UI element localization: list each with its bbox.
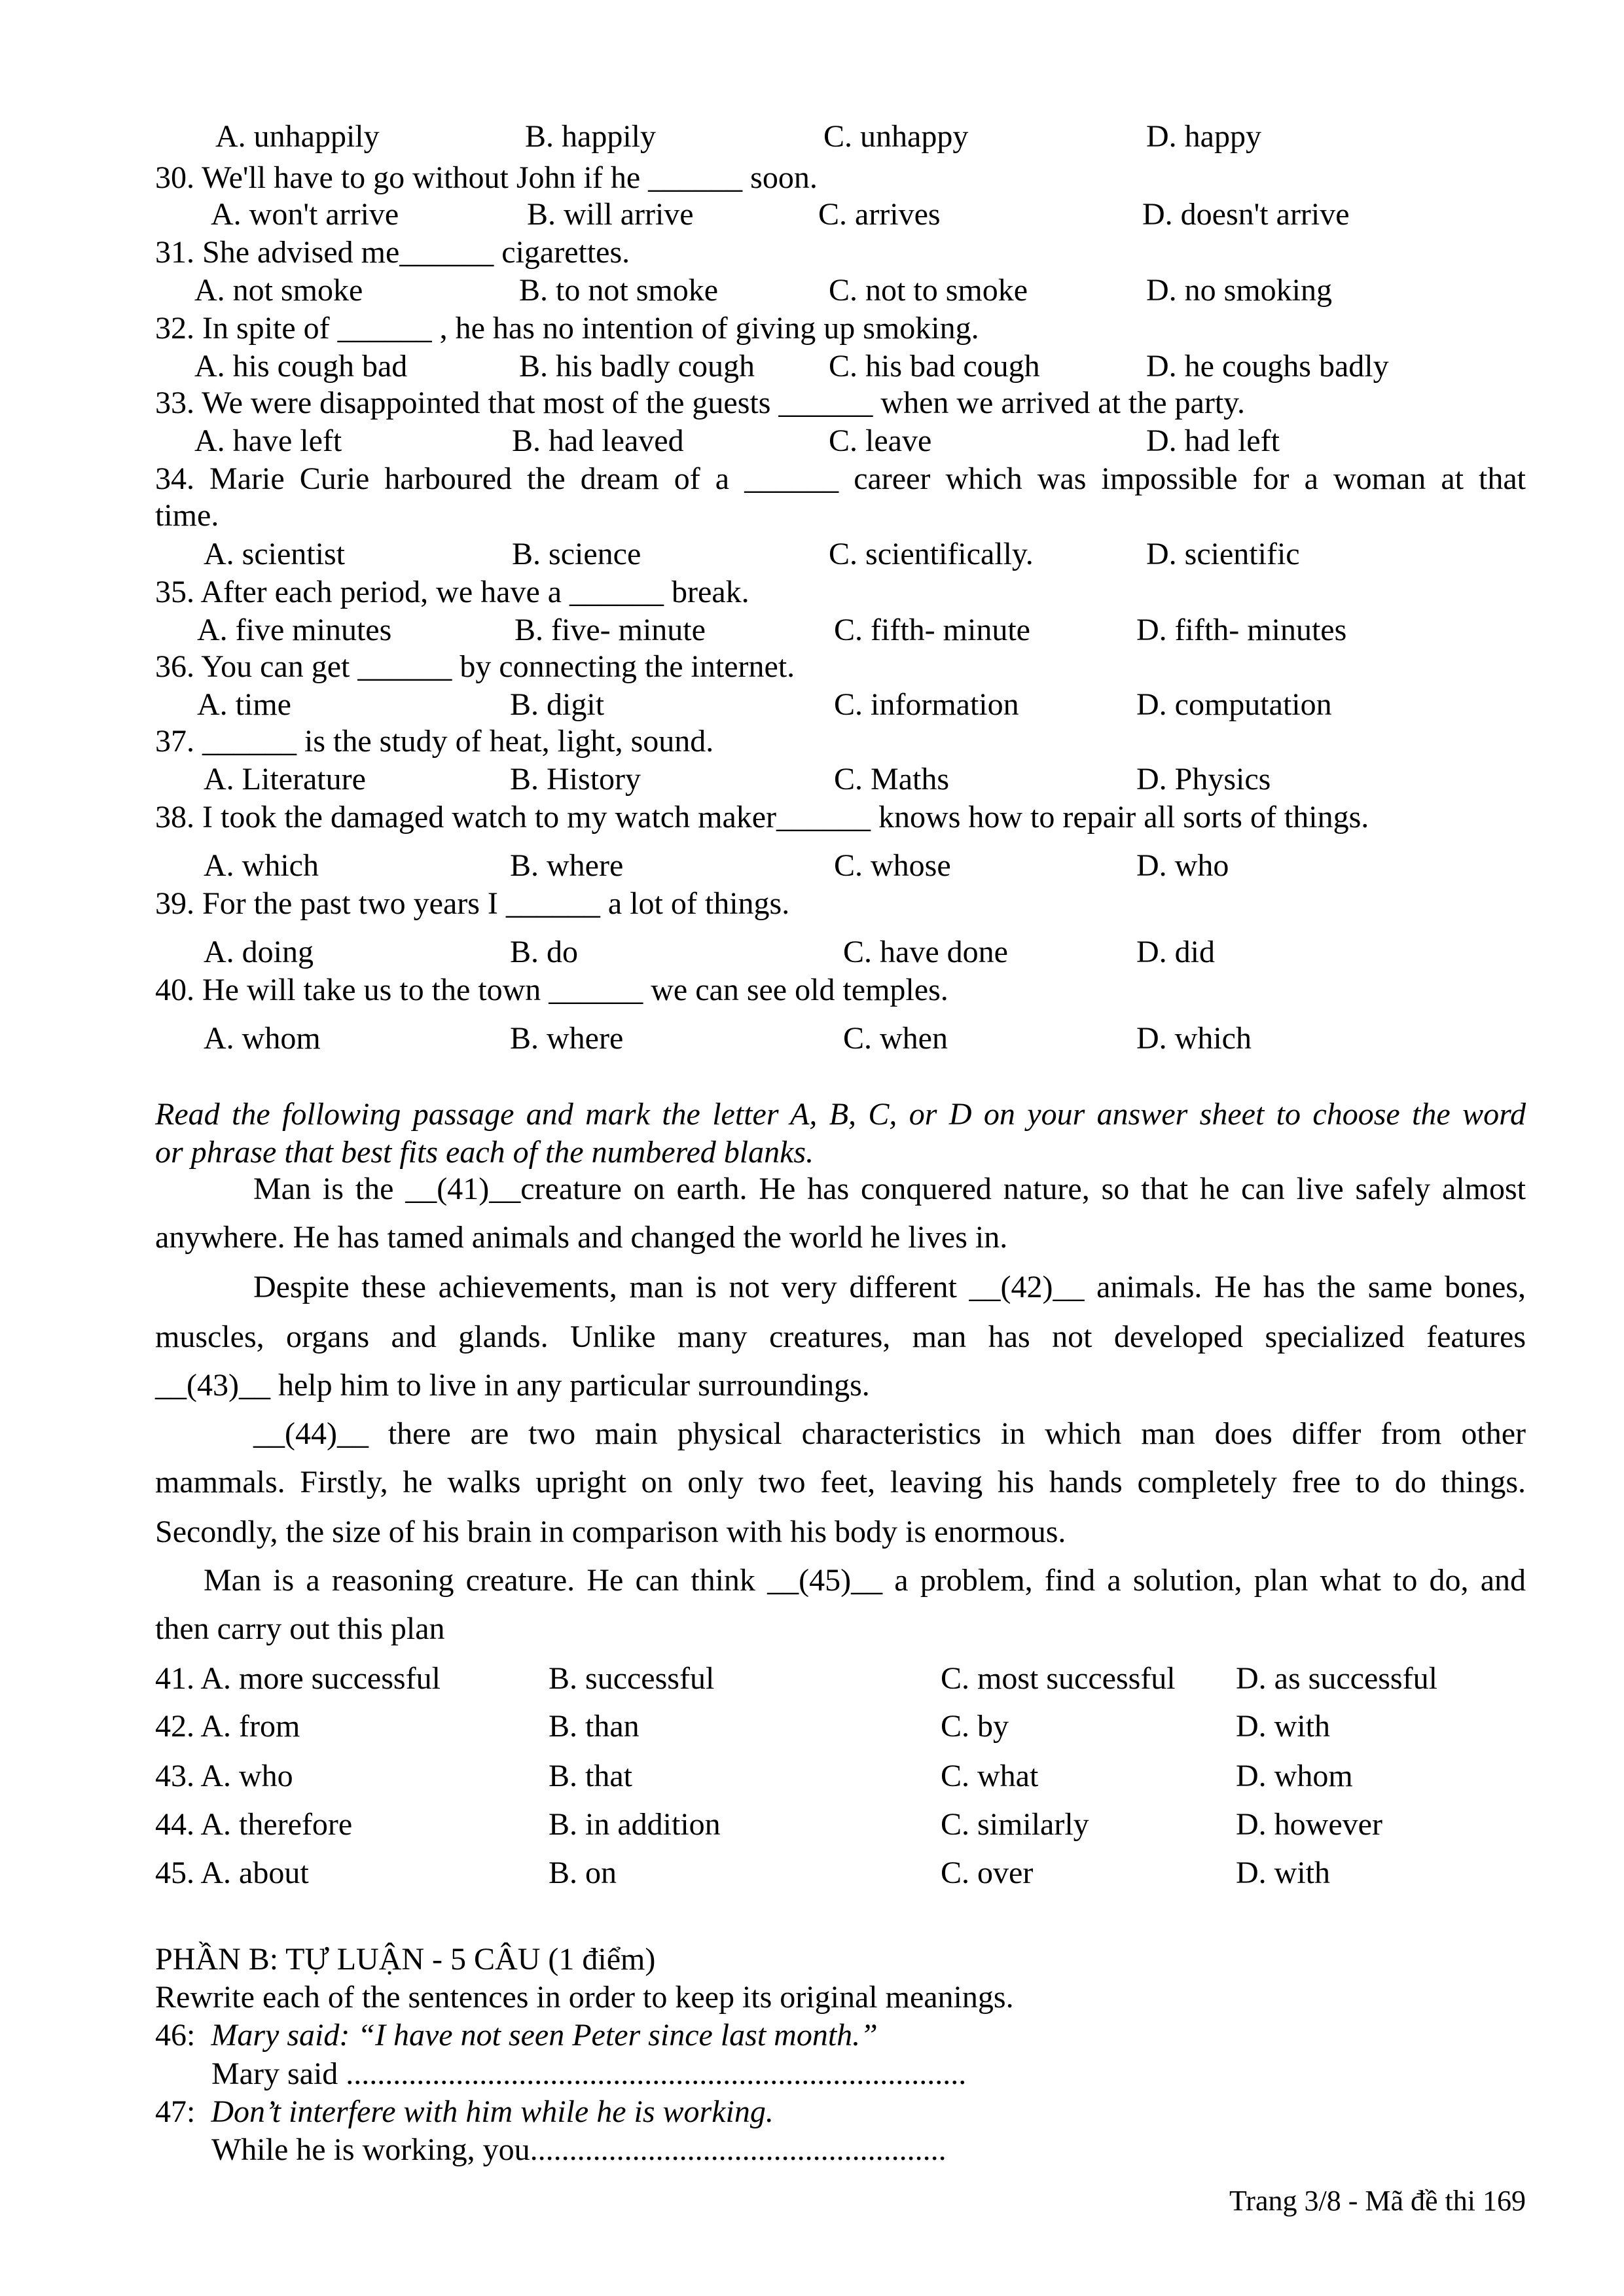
option-b: B. do	[510, 935, 579, 969]
question-40-stem: 40. He will take us to the town ______ we can see old temples.	[155, 973, 948, 1007]
question-34-stem-line1: 34. Marie Curie harboured the dream of a ______ career which was impossible for a woman at that	[155, 461, 1526, 496]
option-d: D. did	[1136, 935, 1215, 969]
passage-line: Man is the __(41)__creature on earth. He has conquered nature, so that he can live safely almost	[253, 1172, 1526, 1206]
passage-line: __(44)__ there are two main physical characteristics in which man does differ from other	[253, 1416, 1526, 1451]
part-b-item-47	[155, 2093, 1526, 2131]
option-a: A. whom	[204, 1021, 321, 1056]
question-34-stem-line2: time.	[155, 498, 219, 533]
item-number: 47:	[155, 2094, 196, 2129]
option-b: B. History	[510, 762, 641, 797]
passage-line: Despite these achievements, man is not very different __(42)__ animals. He has the same bones,	[253, 1270, 1526, 1304]
item-number: 46:	[155, 2018, 196, 2053]
option-c: C. not to smoke	[829, 273, 1028, 308]
option-a: A. doing	[204, 935, 314, 969]
question-35-stem: 35. After each period, we have a ______ break.	[155, 575, 749, 609]
option-c: C. scientifically.	[829, 537, 1034, 571]
option-a: A. five minutes	[197, 613, 392, 647]
option-d: D. fifth- minutes	[1136, 613, 1347, 647]
option-a: A. not smoke	[194, 273, 363, 308]
option-c: C. Maths	[834, 762, 950, 797]
question-30-stem: 30. We'll have to go without John if he ______ soon.	[155, 160, 818, 195]
passage-line: then carry out this plan	[155, 1611, 445, 1646]
option-d: D. who	[1136, 848, 1229, 883]
option-c: C. fifth- minute	[834, 613, 1030, 647]
option-b: B. to not smoke	[519, 273, 719, 308]
part-b-item-46	[155, 2017, 1526, 2054]
cloze-44-option-a: 44. A. therefore	[155, 1807, 353, 1842]
cloze-42-option-a: 42. A. from	[155, 1709, 300, 1744]
cloze-44-option-c: C. similarly	[941, 1807, 1089, 1842]
page-footer: Trang 3/8 - Mã đề thi 169	[1229, 2185, 1526, 2217]
option-c: C. have done	[843, 935, 1008, 969]
question-31-stem: 31. She advised me______ cigarettes.	[155, 235, 630, 270]
option-c: C. when	[843, 1021, 948, 1056]
part-b-instruction: Rewrite each of the sentences in order to keep its original meanings.	[155, 1980, 1014, 2015]
question-37-stem: 37. ______ is the study of heat, light, sound.	[155, 724, 714, 759]
option-a: A. scientist	[204, 537, 345, 571]
question-33-stem: 33. We were disappointed that most of the guests ______ when we arrived at the party.	[155, 386, 1246, 420]
passage-line: __(43)__ help him to live in any particular surroundings.	[155, 1368, 870, 1403]
cloze-45-option-d: D. with	[1236, 1856, 1330, 1890]
option-c: C. unhappy	[823, 119, 969, 154]
option-c: C. arrives	[818, 197, 941, 232]
passage-instruction-line2: or phrase that best fits each of the numbered blanks.	[155, 1135, 814, 1170]
option-d: D. scientific	[1146, 537, 1300, 571]
question-38-stem: 38. I took the damaged watch to my watch maker______ knows how to repair all sorts of things.	[155, 800, 1369, 834]
passage-line: Secondly, the size of his brain in comparison with his body is enormous.	[155, 1515, 1066, 1549]
option-b: B. will arrive	[527, 197, 694, 232]
cloze-42-option-d: D. with	[1236, 1709, 1330, 1744]
passage-line: anywhere. He has tamed animals and changed the world he lives in.	[155, 1220, 1008, 1255]
option-d: D. he coughs badly	[1146, 349, 1389, 384]
option-a: A. his cough bad	[194, 349, 408, 384]
option-d: D. which	[1136, 1021, 1252, 1056]
option-b: B. happily	[525, 119, 656, 154]
option-a: A. time	[197, 687, 291, 722]
cloze-45-option-a: 45. A. about	[155, 1856, 309, 1890]
answer-line-47[interactable]: While he is working, you.....................................................	[211, 2132, 947, 2167]
option-a: A. unhappily	[215, 119, 380, 154]
cloze-43-option-a: 43. A. who	[155, 1759, 293, 1793]
option-b: B. had leaved	[512, 423, 684, 458]
option-a: A. have left	[194, 423, 342, 458]
option-d: D. happy	[1146, 119, 1261, 154]
passage-line: muscles, organs and glands. Unlike many creatures, man has not developed specialized features	[155, 1319, 1526, 1354]
cloze-42-option-c: C. by	[941, 1709, 1009, 1744]
option-d: D. Physics	[1136, 762, 1271, 797]
cloze-41-option-c: C. most successful	[941, 1661, 1176, 1696]
cloze-44-option-b: B. in addition	[549, 1807, 721, 1842]
question-39-stem: 39. For the past two years I ______ a lot of things.	[155, 886, 790, 921]
option-a: A. won't arrive	[211, 197, 399, 232]
cloze-43-option-d: D. whom	[1236, 1759, 1353, 1793]
cloze-41-option-a: 41. A. more successful	[155, 1661, 441, 1696]
passage-instruction-line1: Read the following passage and mark the letter A, B, C, or D on your answer sheet to choose the word	[155, 1097, 1526, 1132]
option-b: B. where	[510, 848, 624, 883]
part-b-heading: PHẦN B: TỰ LUẬN - 5 CÂU (1 điểm)	[155, 1942, 656, 1977]
cloze-43-option-c: C. what	[941, 1759, 1039, 1793]
option-d: D. had left	[1146, 423, 1280, 458]
cloze-41-option-b: B. successful	[549, 1661, 715, 1696]
answer-line-46[interactable]: Mary said ...............................................................................	[211, 2056, 967, 2091]
cloze-43-option-b: B. that	[549, 1759, 632, 1793]
option-b: B. five- minute	[514, 613, 706, 647]
option-c: C. his bad cough	[829, 349, 1040, 384]
question-36-stem: 36. You can get ______ by connecting the internet.	[155, 649, 795, 684]
option-a: A. Literature	[204, 762, 366, 797]
option-b: B. where	[510, 1021, 624, 1056]
option-d: D. computation	[1136, 687, 1332, 722]
option-b: B. digit	[510, 687, 605, 722]
option-c: C. leave	[829, 423, 932, 458]
cloze-45-option-b: B. on	[549, 1856, 617, 1890]
option-a: A. which	[204, 848, 319, 883]
option-c: C. information	[834, 687, 1019, 722]
item-prompt: Mary said: “I have not seen Peter since last month.”	[211, 2018, 878, 2053]
option-c: C. whose	[834, 848, 951, 883]
question-32-stem: 32. In spite of ______ , he has no intention of giving up smoking.	[155, 311, 979, 346]
item-prompt: Don’t interfere with him while he is working.	[211, 2094, 774, 2129]
passage-line: mammals. Firstly, he walks upright on only two feet, leaving his hands completely free to do things.	[155, 1465, 1526, 1499]
cloze-42-option-b: B. than	[549, 1709, 640, 1744]
passage-line: Man is a reasoning creature. He can think __(45)__ a problem, find a solution, plan what to do, and	[204, 1563, 1526, 1598]
cloze-44-option-d: D. however	[1236, 1807, 1382, 1842]
cloze-41-option-d: D. as successful	[1236, 1661, 1437, 1696]
option-d: D. doesn't arrive	[1142, 197, 1350, 232]
option-b: B. science	[512, 537, 641, 571]
option-d: D. no smoking	[1146, 273, 1333, 308]
option-b: B. his badly cough	[519, 349, 755, 384]
cloze-45-option-c: C. over	[941, 1856, 1034, 1890]
